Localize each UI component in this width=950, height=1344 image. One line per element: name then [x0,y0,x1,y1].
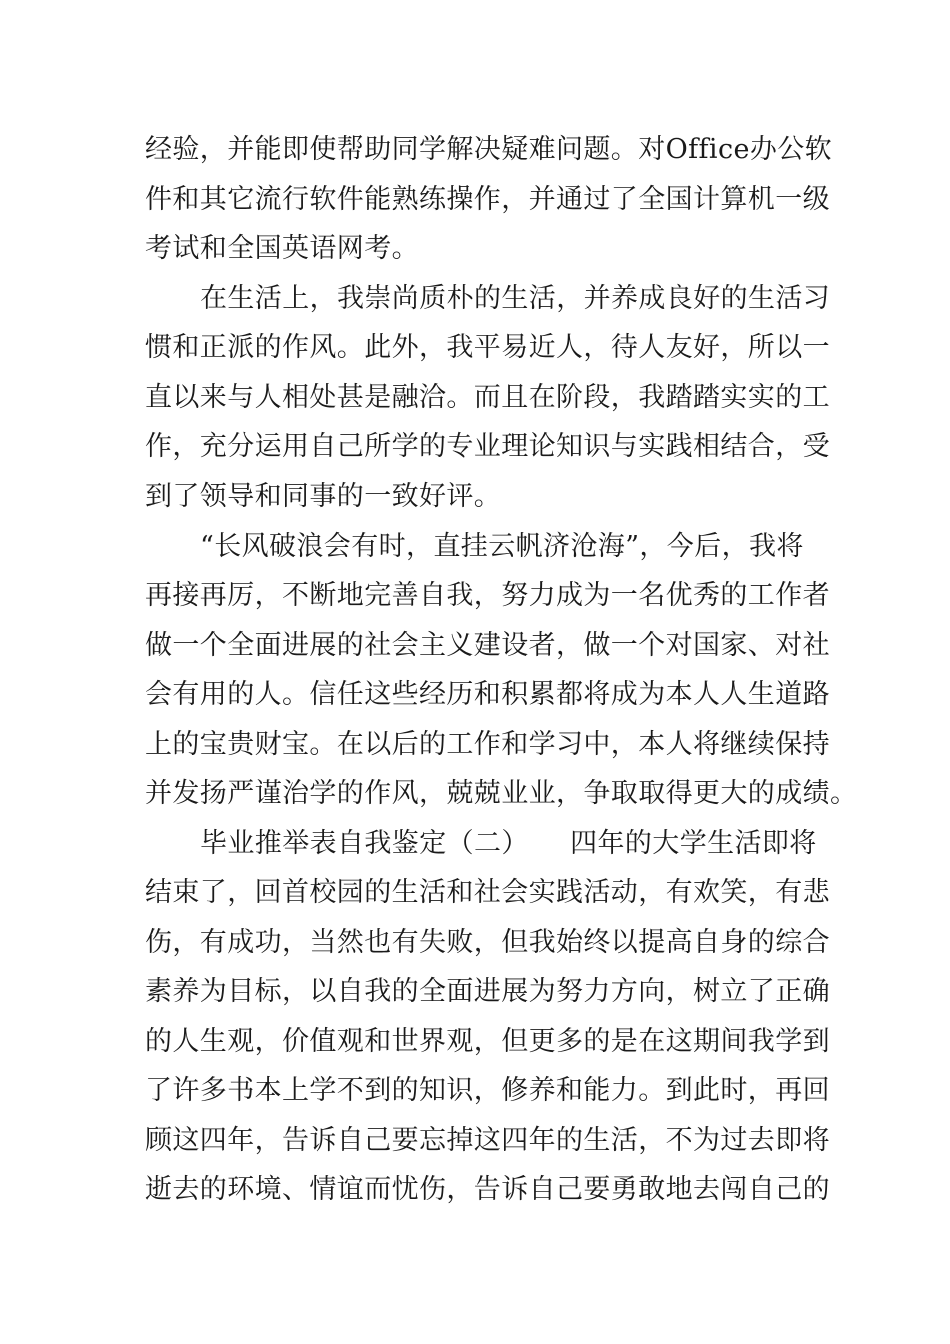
text-line: 上的宝贵财宝。在以后的工作和学习中，本人将继续保持 [145,729,830,760]
text-line: 顾这四年，告诉自己要忘掉这四年的生活，不为过去即将 [145,1125,830,1156]
text-line: 作，充分运用自己所学的专业理论知识与实践相结合，受 [145,431,830,462]
text-line: 再接再厉，不断地完善自我，努力成为一名优秀的工作者 [145,580,830,611]
paragraph-first-line: “长风破浪会有时，直挂云帆济沧海”，今后，我将 [200,531,804,562]
text-line: 会有用的人。信任这些经历和积累都将成为本人人生道路 [145,679,830,710]
text-line: 直以来与人相处甚是融洽。而且在阶段，我踏踏实实的工 [145,382,830,413]
text-line: 伤，有成功，当然也有失败，但我始终以提高自身的综合 [145,927,830,958]
text-line: 惯和正派的作风。此外，我平易近人，待人友好，所以一 [145,332,830,363]
text-line: 做一个全面进展的社会主义建设者，做一个对国家、对社 [145,630,830,661]
text-line: 并发扬严谨治学的作风，兢兢业业，争取取得更大的成绩。 [145,778,858,809]
text-line: 考试和全国英语网考。 [145,233,419,264]
text-line: 素养为目标，以自我的全面进展为努力方向，树立了正确 [145,976,830,1007]
paragraph-first-line: 在生活上，我崇尚质朴的生活，并养成良好的生活习 [200,283,831,314]
paragraph-first-line: 毕业推举表自我鉴定（二） 四年的大学生活即将 [200,828,817,859]
text-line: 的人生观，价值观和世界观，但更多的是在这期间我学到 [145,1026,830,1057]
text-line: 逝去的环境、情谊而忧伤，告诉自己要勇敢地去闯自己的 [145,1174,830,1205]
text-line: 件和其它流行软件能熟练操作，并通过了全国计算机一级 [145,184,830,215]
text-line: 结束了，回首校园的生活和社会实践活动，有欢笑，有悲 [145,877,830,908]
text-line: 到了领导和同事的一致好评。 [145,481,502,512]
text-line: 了许多书本上学不到的知识，修养和能力。到此时，再回 [145,1075,830,1106]
text-line: 经验，并能即使帮助同学解决疑难问题。对Office办公软 [145,134,833,165]
